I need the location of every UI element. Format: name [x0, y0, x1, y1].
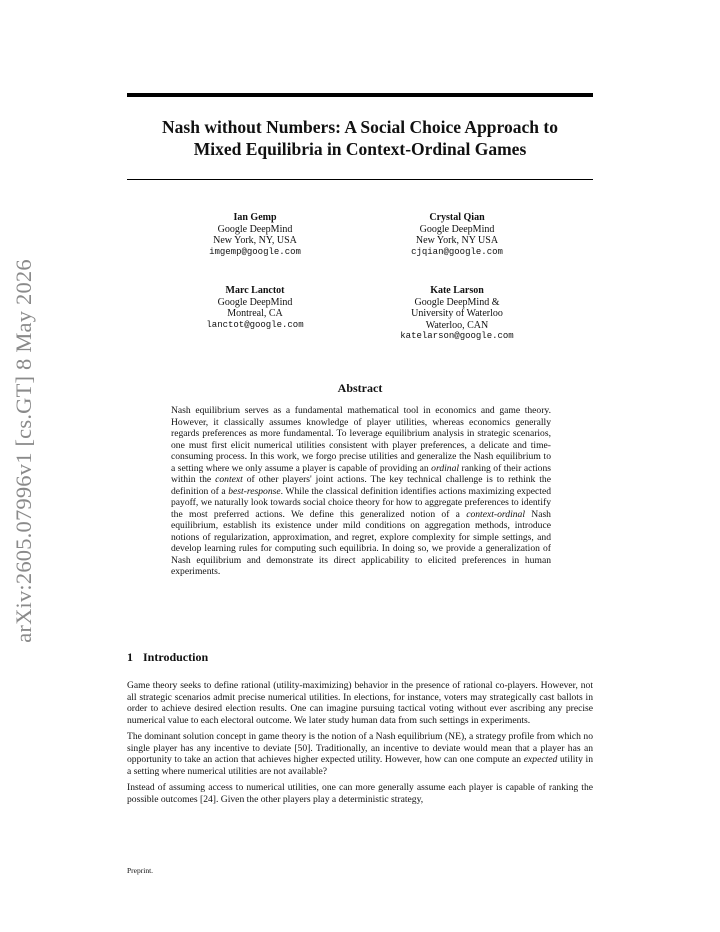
abstract-text: Nash equilibrium, establish its existence under mild conditions on aggregation methods, introduce notions of regularization, approximation, and regret, explore complexity for simple settings, and develop learning rules for computing such equilibria. In doing so, we provide a generalization of Nash equilibrium and demonstrate its direct applicability to elicited preferences in human experiments. [171, 508, 551, 577]
author-block [160, 212, 350, 258]
introduction-body [127, 680, 593, 810]
abstract-emphasis: context [215, 474, 243, 485]
author-affiliation: Google DeepMind [217, 223, 293, 235]
paragraph: Game theory seeks to define rational (utility-maximizing) behavior in the presence of rational co-players. However, not all strategic scenarios admit precise numerical utilities. In elections, for instance, voters may strategically cast ballots in order to achieve desired election results. One can imagine pursuing tactical voting without ever ascribing any precise numerical value to each electoral outcome. We later study human data from such settings in experiments. [127, 680, 593, 726]
paper-title-line-2: Mixed Equilibria in Context-Ordinal Games [193, 139, 527, 159]
author-affiliation: Google DeepMind & [414, 296, 500, 308]
author-affiliation: Google DeepMind [217, 296, 293, 308]
arxiv-stamp-text: arXiv:2605.07996v1 [cs.GT] 8 May 2026 [11, 259, 36, 643]
author-block [160, 285, 350, 331]
author-name: Marc Lanctot [225, 285, 285, 296]
author-email[interactable]: lanctot@google.com [206, 319, 304, 330]
abstract-body [171, 405, 551, 578]
author-name: Kate Larson [430, 285, 484, 296]
author-location: New York, NY USA [415, 235, 499, 246]
abstract-emphasis: ordinal [431, 462, 460, 474]
abstract-text: . While the classical definition identifies actions maximizing expected payoff, we naturally look towards social choice theory for how to aggregate preferences to identify the most preferred actions. We define this generalized notion of a [171, 485, 552, 520]
author-block [362, 285, 552, 343]
author-affiliation: Google DeepMind [419, 223, 495, 235]
paragraph-text: The dominant solution concept in game theory is the notion of a Nash equilibrium (NE), a strategy profile from which no single player has any incentive to deviate [50]. Traditionally, an incentive to deviate would mean that a player has an opportunity to take an action that achieves higher expected utility. However, how can one compute an [127, 731, 593, 765]
abstract-emphasis: context-ordinal [466, 508, 525, 520]
paper-title-line-1: Nash without Numbers: A Social Choice Approach to [162, 117, 558, 137]
paragraph [127, 731, 593, 777]
paragraph-emphasis: expected [523, 754, 558, 765]
paragraph: Instead of assuming access to numerical utilities, one can more generally assume each player is capable of ranking the possible outcomes [24]. Given the other players play a deterministic strategy, [127, 782, 593, 805]
author-name: Ian Gemp [233, 212, 277, 223]
author-location: Waterloo, CAN [425, 319, 489, 331]
title-top-rule [127, 93, 593, 97]
paragraph-text: utility in a setting where numerical utilities are not available? [127, 754, 593, 777]
abstract-text: Nash equilibrium serves as a fundamental mathematical tool in economics and game theory. However, it classically assumes knowledge of player utilities, whereas economics generally regards preferences as more fundamental. To leverage equilibrium analysis in strategic scenarios, one must first elicit numerical utilities consistent with player preferences, a delicate and time-consuming process. In this work, we forgo precise utilities and generalize the Nash equilibrium to a setting where we only assume a player is capable of providing an [171, 405, 551, 474]
section-number: 1 [127, 650, 133, 664]
title-bottom-rule [127, 179, 593, 180]
author-email[interactable]: imgemp@google.com [209, 246, 301, 257]
author-email[interactable]: katelarson@google.com [400, 331, 514, 341]
author-block [362, 212, 552, 258]
author-affiliation: University of Waterloo [411, 308, 503, 319]
section-heading-introduction [127, 650, 208, 665]
author-location: New York, NY, USA [213, 235, 297, 246]
footer-note: Preprint. [127, 866, 154, 875]
author-email[interactable]: cjqian@google.com [411, 246, 503, 257]
abstract-emphasis: best-response [228, 485, 281, 497]
abstract-heading: Abstract [337, 381, 383, 395]
paper-title [127, 116, 593, 160]
abstract-text: ranking of their actions within the [171, 462, 551, 485]
abstract-text: of other players' joint actions. The key technical challenge is to rethink the definition of a [171, 474, 551, 497]
author-location: Montreal, CA [227, 308, 283, 319]
author-name: Crystal Qian [429, 212, 485, 223]
arxiv-stamp [4, 259, 44, 643]
section-title-text: Introduction [143, 650, 209, 664]
